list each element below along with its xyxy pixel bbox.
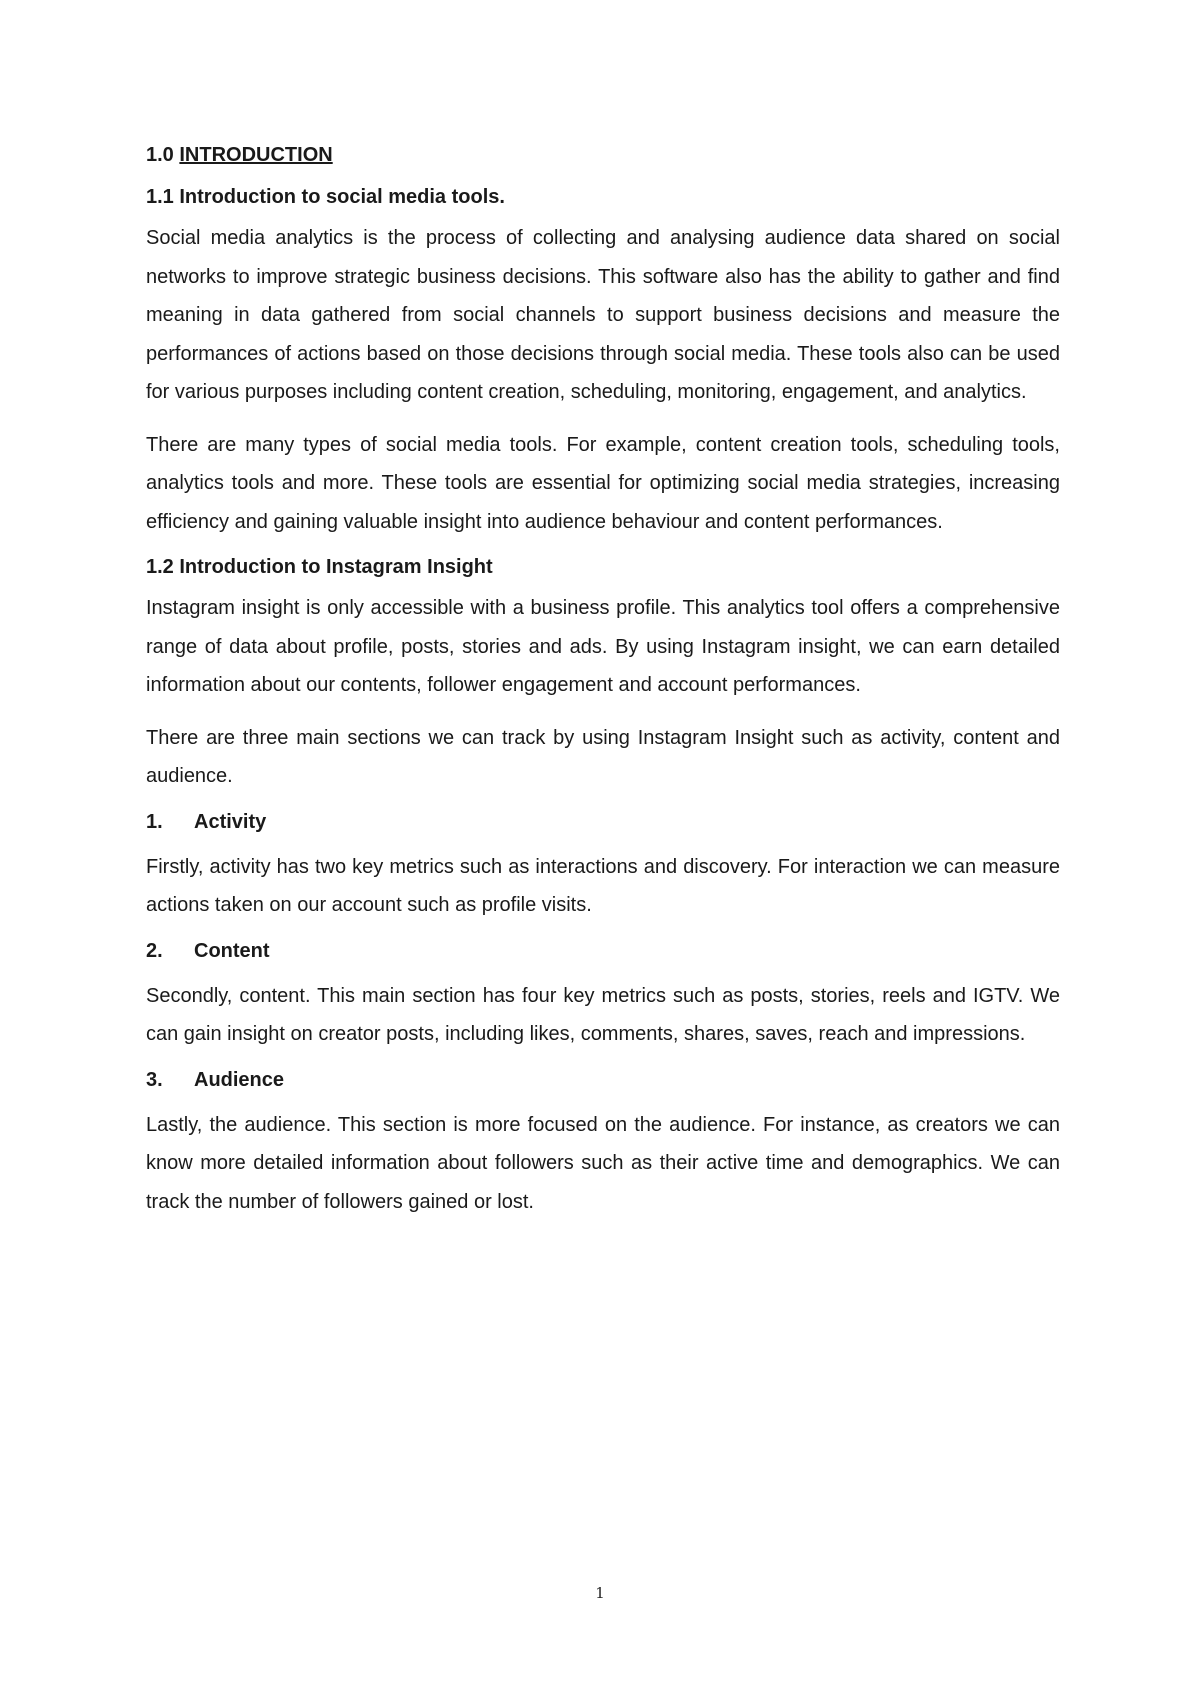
list-item-paragraph: Secondly, content. This main section has four key metrics such as posts, stories, reels and IGTV. We can gain insight on creator posts, including likes, comments, shares, saves, reach and impressions. [146, 984, 1060, 1045]
document-body [146, 143, 1060, 1235]
list-item-heading [146, 1068, 1060, 1092]
chapter-number: 1.0 [146, 144, 174, 166]
list-item-title: Content [194, 939, 270, 962]
section-1-2-paragraph: Instagram insight is only accessible with a business profile. This analytics tool offers a comprehensive range of data about profile, posts, stories and ads. By using Instagram insight, we can earn detailed information about our contents, follower engagement and account performances. [146, 597, 1060, 696]
section-1-1-paragraph: Social media analytics is the process of collecting and analysing audience data shared on social networks to improve strategic business decisions. This software also has the ability to gather and find meaning in data gathered from social channels to support business decisions and measure the performances of actions based on those decisions through social media. These tools also can be used for various purposes including content creation, scheduling, monitoring, engagement, and analytics. [146, 227, 1060, 403]
section-1-1-paragraph: There are many types of social media tools. For example, content creation tools, scheduling tools, analytics tools and more. These tools are essential for optimizing social media strategies, increasing efficiency and gaining valuable insight into audience behaviour and content performances. [146, 433, 1060, 533]
list-item-number: 3. [146, 1068, 163, 1091]
list-item-title: Audience [194, 1068, 285, 1091]
section-1-2-title: 1.2 Introduction to Instagram Insight [146, 556, 493, 578]
chapter-title: INTRODUCTION [179, 144, 333, 166]
list-item-paragraph: Firstly, activity has two key metrics such as interactions and discovery. For interaction we can measure actions taken on our account such as profile visits. [146, 855, 1060, 916]
list-item-heading [146, 939, 1060, 963]
chapter-heading [146, 143, 1060, 167]
section-1-2-paragraph: There are three main sections we can track by using Instagram Insight such as activity, content and audience. [146, 726, 1060, 787]
list-item-number: 2. [146, 939, 163, 962]
page-number: 1 [595, 1584, 605, 1602]
list-item-paragraph: Lastly, the audience. This section is more focused on the audience. For instance, as creators we can know more detailed information about followers such as their active time and demographics. We can track the number of followers gained or lost. [146, 1113, 1060, 1213]
list-item-number: 1. [146, 810, 163, 833]
section-1-1-title: 1.1 Introduction to social media tools. [146, 186, 505, 208]
list-item-heading [146, 810, 1060, 834]
list-item-title: Activity [194, 810, 267, 833]
